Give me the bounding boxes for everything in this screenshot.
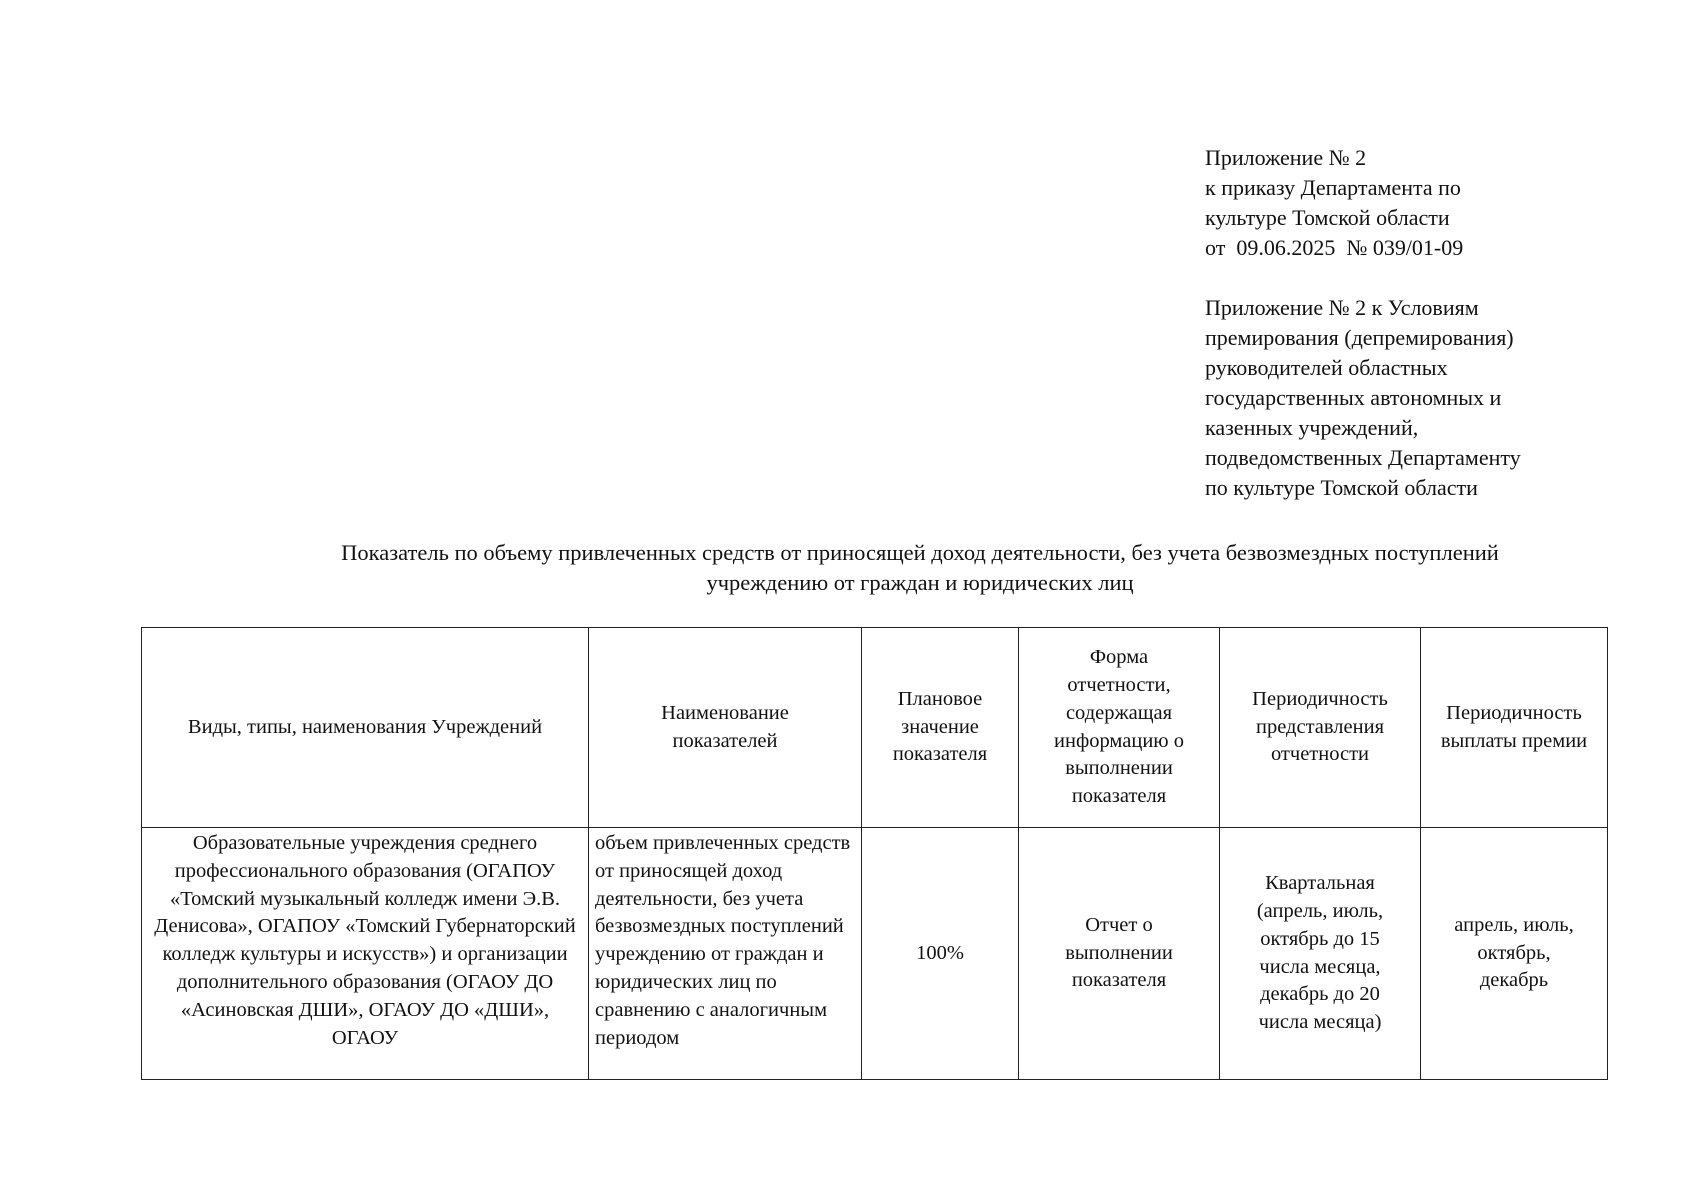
cell-institution-type <box>142 828 589 1080</box>
table-header-row <box>142 628 1608 828</box>
attachment-line: от 09.06.2025 № 039/01-09 <box>1205 235 1464 260</box>
cell-report-form: Отчет о выполнении показателя <box>1019 828 1220 1080</box>
header-report-form: Форма отчетности, содержащая информацию о выполнении показателя <box>1019 628 1220 828</box>
attachment-line: к приказу Департамента по <box>1205 175 1461 200</box>
attachment-conditions-line: премирования (депремирования) <box>1205 325 1514 350</box>
document-title-line-1: Показатель по объему привлеченных средств от приносящей доход деятельности, без учета безвозмездных поступлений <box>341 540 1499 565</box>
institution-type-text: Образовательные учреждения среднего профессионального образования (ОГАПОУ «Томский музыкальный колледж имени Э.В. Денисова», ОГАПОУ «Томский Губернаторский колледж культуры и искусств») и организации дополнительного образования (ОГАОУ ДО «Асиновская ДШИ», ОГАОУ ДО «ДШИ», ОГАОУ <box>154 832 576 1049</box>
table-row <box>142 828 1608 1080</box>
document-title <box>210 538 1630 598</box>
indicator-name-text: объем привлеченных средств от приносящей доход деятельности, без учета безвозмездных поступлений учреждению от граждан и юридических лиц по сравнению с аналогичным периодом <box>595 832 851 1049</box>
attachment-conditions-line: руководителей областных <box>1205 355 1448 380</box>
indicators-table <box>141 627 1608 1080</box>
attachment-conditions-line: казенных учреждений, <box>1205 415 1419 440</box>
cell-planned-value: 100% <box>862 828 1019 1080</box>
attachment-conditions-line: государственных автономных и <box>1205 385 1502 410</box>
header-planned-value: Плановое значение показателя <box>862 628 1019 828</box>
document-title-line-2: учреждению от граждан и юридических лиц <box>706 570 1134 595</box>
attachment-spacer <box>1205 263 1625 293</box>
attachment-block <box>1205 143 1625 503</box>
header-institution-types: Виды, типы, наименования Учреждений <box>142 628 589 828</box>
cell-indicator-name <box>589 828 862 1080</box>
header-report-periodicity: Периодичность представления отчетности <box>1220 628 1421 828</box>
attachment-line: Приложение № 2 <box>1205 145 1367 170</box>
cell-payment-periodicity: апрель, июль, октябрь, декабрь <box>1421 828 1608 1080</box>
header-payment-periodicity: Периодичность выплаты премии <box>1421 628 1608 828</box>
header-indicator-name: Наименование показателей <box>589 628 862 828</box>
attachment-conditions-line: подведомственных Департаменту <box>1205 445 1521 470</box>
attachment-conditions-line: по культуре Томской области <box>1205 475 1478 500</box>
cell-report-periodicity: Квартальная (апрель, июль, октябрь до 15 числа месяца, декабрь до 20 числа месяца) <box>1220 828 1421 1080</box>
attachment-line: культуре Томской области <box>1205 205 1450 230</box>
attachment-conditions-line: Приложение № 2 к Условиям <box>1205 295 1479 320</box>
